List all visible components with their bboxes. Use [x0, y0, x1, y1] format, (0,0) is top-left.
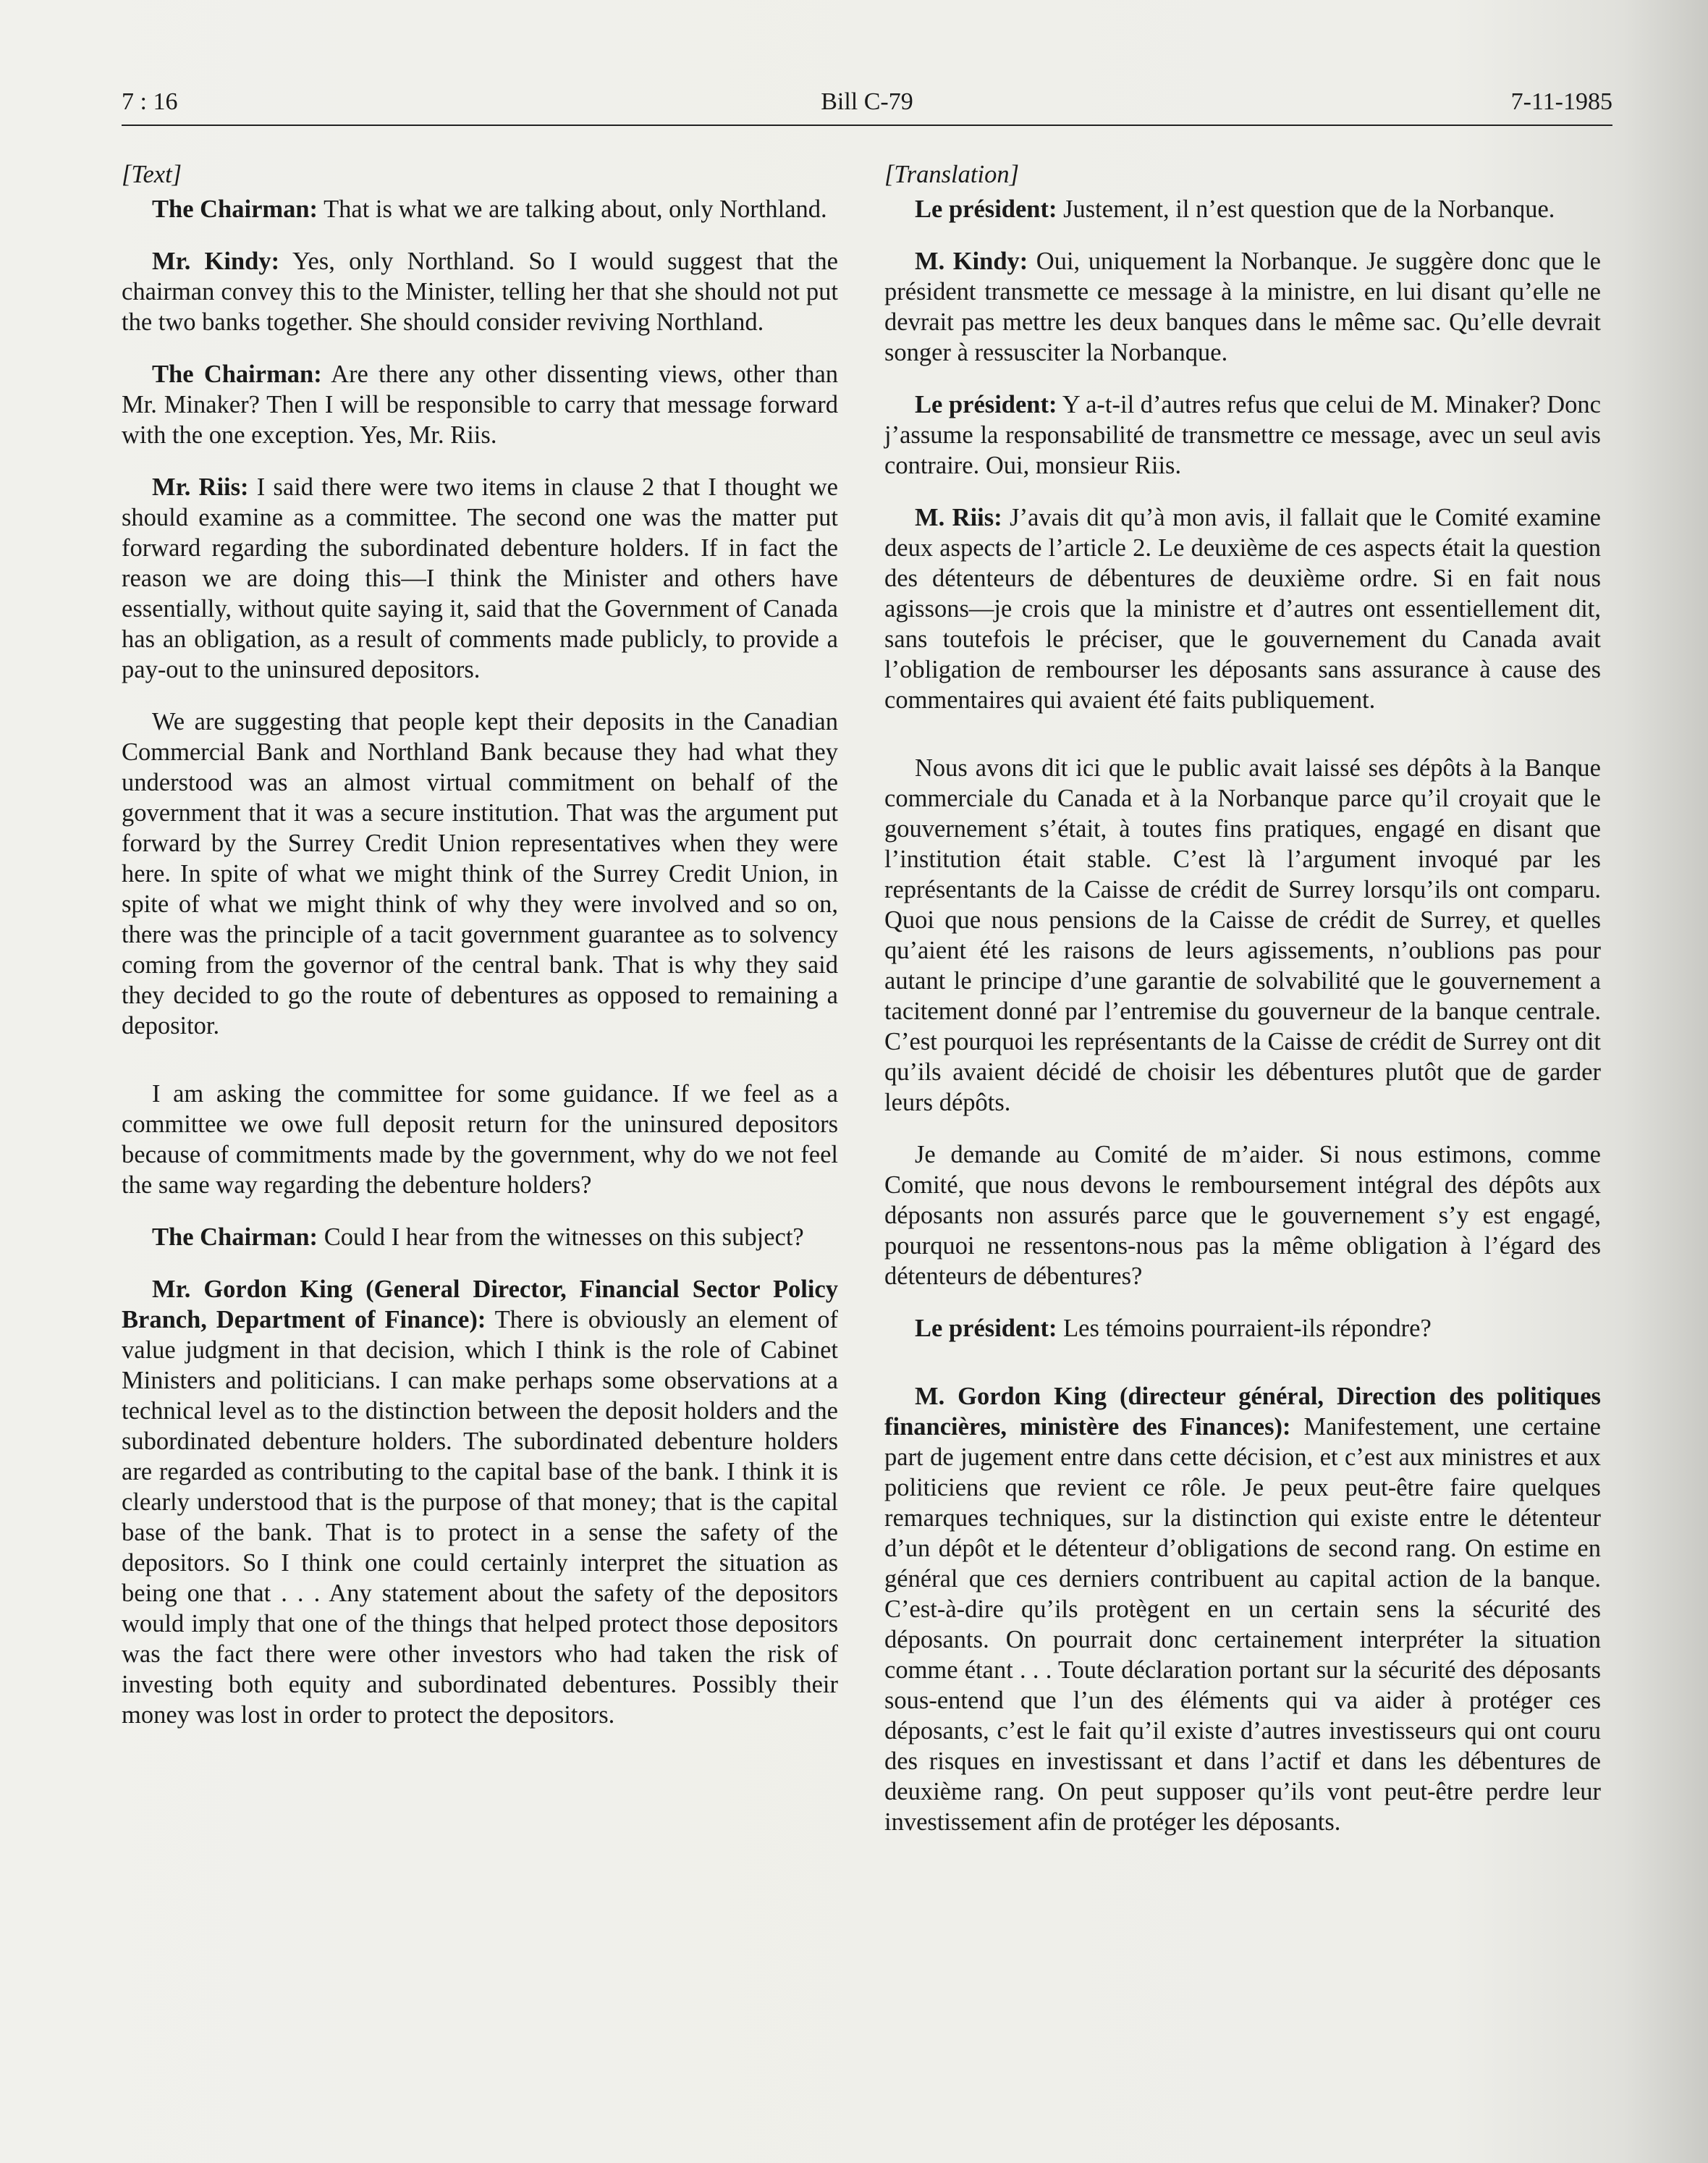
speaker-name: Le président:: [915, 391, 1057, 418]
speech-text: Nous avons dit ici que le public avait laissé ses dépôts à la Banque commerciale du Canada et à la Norbanque parce qu’il croyait que le gouvernement s’était, à toutes fins pratiques, engagé en disant que l’institution était stable. C’est là l’argument invoqué par les représentants de la Caisse de crédit de Surrey lorsqu’ils ont comparu. Quoi que nous pensions de la Caisse de crédit de Surrey, et quelles qu’aient été les raisons de leurs agissements, n’oublions pas pour autant le principe d’une garantie de solvabilité que le gouvernement a tacitement donné par l’entremise du gouverneur de la banque centrale. C’est pourquoi les représentants de la Caisse de crédit de Surrey ont dit qu’ils avaient décidé de choisir les débentures plutôt que de garder leurs dépôts.: [884, 754, 1601, 1116]
english-paragraph-2: [122, 246, 838, 337]
french-paragraph-4: [884, 502, 1601, 715]
text-tag: [Text]: [122, 161, 182, 188]
speaker-name: Le président:: [915, 195, 1057, 223]
english-paragraph-5: [122, 707, 838, 1041]
french-paragraph-3: [884, 389, 1601, 481]
speech-text: I am asking the committee for some guidance. If we feel as a committee we owe full deposit return for the uninsured depositors because of commitments made by the government, why do we not feel the same way regarding the debenture holders?: [122, 1080, 838, 1199]
speaker-name: Mr. Riis:: [152, 473, 249, 501]
speaker-name: The Chairman:: [152, 195, 318, 223]
speech-text: Y a-t-il d’autres refus que celui de M. Minaker? Donc j’assume la responsabilité de transmettre ce message, avec un seul avis contraire. Oui, monsieur Riis.: [884, 391, 1601, 479]
english-paragraph-1: [122, 194, 838, 224]
english-paragraph-6: [122, 1079, 838, 1200]
french-paragraph-6: [884, 1139, 1601, 1291]
speech-text: That is what we are talking about, only Northland.: [318, 195, 827, 223]
speaker-name: The Chairman:: [152, 360, 322, 388]
speaker-name: Mr. Kindy:: [152, 248, 280, 275]
speech-text: J’avais dit qu’à mon avis, il fallait que le Comité examine deux aspects de l’article 2. Le deuxième de ces aspects était la question des détenteurs de débentures de deuxième ordre. Si en fait nous agissons—je crois que la ministre et d’autres ont essentiellement dit, sans toutefois le préciser, que le gouvernement du Canada avait l’obligation de rembourser les déposants sans assurance à cause des commentaires qui avaient été faits publiquement.: [884, 504, 1601, 714]
english-paragraph-4: [122, 472, 838, 685]
speech-text: Are there any other dissenting views, other than Mr. Minaker? Then I will be responsible to carry that message forward with the one exception. Yes, Mr. Riis.: [122, 360, 839, 449]
speech-text: There is obviously an element of value judgment in that decision, which I think is the role of Cabinet Ministers and politicians. I can make perhaps some observations at a technical level as to the distinction between the deposit holders and the subordinated debenture holders. The subordinated debenture holders are regarded as contributing to the capital base of the bank. I think it is clearly understood that is the purpose of that money; that is the capital base of the bank. That is to protect in a sense the safety of the depositors. So I think one could certainly interpret the situation as being one that . . . Any statement about the safety of the depositors would imply that one of the things that helped protect those depositors was the fact there were other investors who had taken the risk of investing both equity and subordinated debentures. Possibly their money was lost in order to protect the depositors.: [122, 1306, 838, 1729]
speech-text: Oui, uniquement la Norbanque. Je suggère donc que le président transmette ce message à la ministre, en lui disant qu’elle ne devrait pas mettre les deux banques dans le même sac. Qu’elle devrait songer à ressusciter la Norbanque.: [884, 248, 1601, 366]
speech-text: Could I hear from the witnesses on this subject?: [318, 1223, 804, 1251]
speaker-name: Mr. Gordon King (General Director, Financial Sector Policy Branch, Department of Finance):: [122, 1276, 838, 1333]
speech-text: Justement, il n’est question que de la Norbanque.: [1057, 195, 1555, 223]
document-title: Bill C-79: [821, 88, 913, 115]
english-paragraph-8: [122, 1274, 838, 1730]
speaker-name: M. Riis:: [915, 504, 1002, 531]
speaker-name: M. Kindy:: [915, 248, 1028, 275]
page-header: [122, 81, 1612, 125]
french-column: [884, 159, 1601, 1859]
french-paragraph-7: [884, 1313, 1601, 1344]
page-reference: 7 : 16: [122, 88, 178, 115]
speech-text: Les témoins pourraient-ils répondre?: [1057, 1315, 1432, 1342]
speech-text: Yes, only Northland. So I would suggest that the chairman convey this to the Minister, telling her that she should not put the two banks together. She should consider reviving Northland.: [122, 248, 838, 336]
english-column: [122, 159, 838, 1752]
header-date: 7-11-1985: [1510, 88, 1612, 115]
french-paragraph-8: [884, 1381, 1601, 1837]
speech-text: Je demande au Comité de m’aider. Si nous estimons, comme Comité, que nous devons le remboursement intégral des dépôts aux déposants non assurés parce que le gouvernement s’y est engagé, pourquoi ne ressentons-nous pas la même obligation à l’égard des détenteurs de débentures?: [884, 1141, 1601, 1290]
speaker-name: Le président:: [915, 1315, 1057, 1342]
speaker-name: The Chairman:: [152, 1223, 318, 1251]
speech-text: We are suggesting that people kept their deposits in the Canadian Commercial Bank and Northland Bank because they had what they understood was an almost virtual commitment on behalf of the government that it was a secure institution. That was the argument put forward by the Surrey Credit Union representatives when they were here. In spite of what we might think of the Surrey Credit Union, in spite of what we might think of why they were involved and so on, there was the principle of a tacit government guarantee as to solvency coming from the governor of the central bank. That is why they said they decided to go the route of debentures as opposed to remaining a depositor.: [122, 708, 838, 1040]
speech-text: Manifestement, une certaine part de jugement entre dans cette décision, et c’est aux ministres et aux politiciens que revient ce rôle. Je peux peut-être faire quelques remarques techniques, sur la distinction qui existe entre le détenteur d’un dépôt et le détenteur d’obligations de second rang. On estime en général que ces derniers contribuent au capital action de la banque. C’est-à-dire qu’ils protègent en un certain sens la sécurité des déposants. On pourrait donc certainement interpréter la situation comme étant . . . Toute déclaration portant sur la sécurité des déposants sous-entend que l’un des éléments qui va aider à protéger ces déposants, c’est le fait qu’il existe d’autres investisseurs qui ont couru des risques en investissant et dans l’actif et dans les débentures de deuxième rang. On peut supposer qu’ils vont peut-être perdre leur investissement afin de protéger les déposants.: [884, 1413, 1601, 1836]
french-paragraph-1: [884, 194, 1601, 224]
translation-tag: [Translation]: [884, 161, 1019, 188]
english-paragraph-7: [122, 1222, 838, 1252]
french-paragraph-5: [884, 753, 1601, 1118]
speaker-name: M. Gordon King (directeur général, Direction des politiques financières, ministère des Finances):: [884, 1383, 1601, 1441]
header-rule: [122, 125, 1612, 126]
french-paragraph-2: [884, 246, 1601, 368]
english-paragraph-3: [122, 359, 838, 450]
speech-text: I said there were two items in clause 2 that I thought we should examine as a committee. The second one was the matter put forward regarding the subordinated debenture holders. If in fact the reason we are doing this—I think the Minister and others have essentially, without quite saying it, said that the Government of Canada has an obligation, as a result of comments made publicly, to provide a pay-out to the uninsured depositors.: [122, 473, 838, 683]
